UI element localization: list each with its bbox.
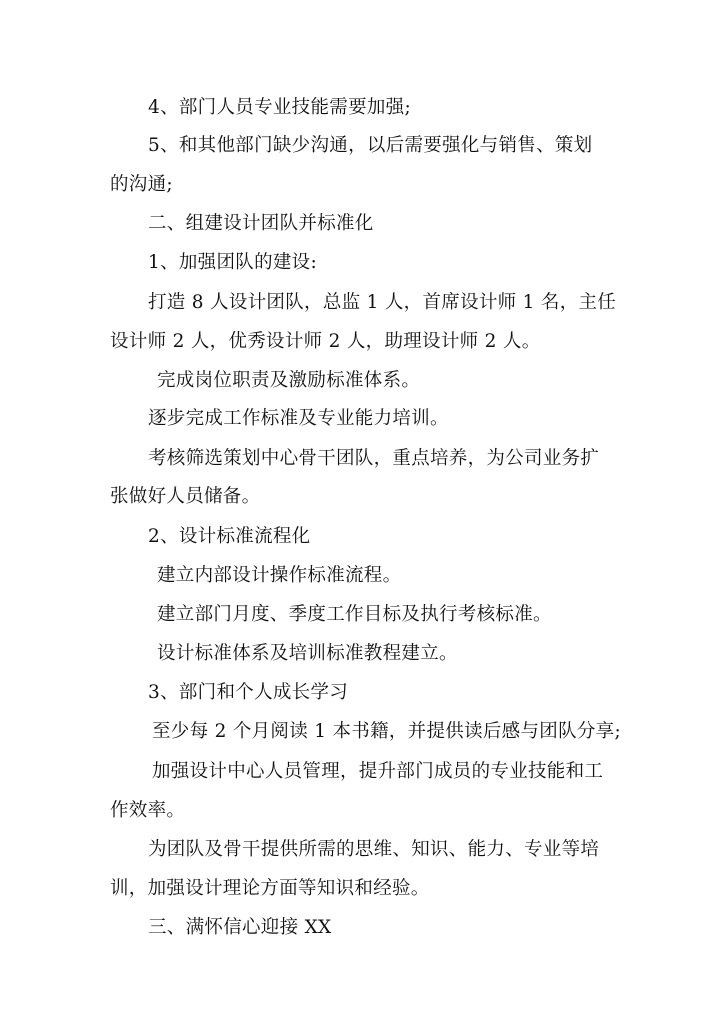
- training-provision-paragraph: 为团队及骨干提供所需的思维、知识、能力、专业等培: [148, 839, 600, 860]
- subsection-1-heading: 1、加强团队的建设:: [148, 252, 318, 273]
- subsection-2-heading: 2、设计标准流程化: [148, 526, 311, 547]
- core-team-paragraph: 考核筛选策划中心骨干团队，重点培养，为公司业务扩: [148, 448, 600, 469]
- item-4-skills: 4、部门人员专业技能需要加强;: [148, 97, 412, 118]
- core-team-continuation: 张做好人员储备。: [110, 486, 261, 507]
- internal-process-line: 建立内部设计操作标准流程。: [157, 565, 402, 586]
- section-3-heading: 三、满怀信心迎接 XX: [148, 917, 332, 938]
- job-duties-line: 完成岗位职责及激励标准体系。: [157, 370, 421, 391]
- management-continuation: 作效率。: [110, 800, 186, 821]
- training-line: 逐步完成工作标准及专业能力培训。: [148, 408, 449, 429]
- subsection-3-heading: 3、部门和个人成长学习: [148, 682, 349, 703]
- management-paragraph: 加强设计中心人员管理，提升部门成员的专业技能和工: [152, 761, 604, 782]
- training-provision-continuation: 训，加强设计理论方面等知识和经验。: [110, 878, 430, 899]
- team-build-paragraph: 打造 8 人设计团队，总监 1 人，首席设计师 1 名，主任: [148, 292, 617, 313]
- reading-line: 至少每 2 个月阅读 1 本书籍，并提供读后感与团队分享;: [152, 721, 621, 742]
- item-5-continuation: 的沟通;: [110, 174, 173, 195]
- section-2-heading: 二、组建设计团队并标准化: [148, 213, 374, 234]
- team-build-continuation: 设计师 2 人，优秀设计师 2 人，助理设计师 2 人。: [110, 331, 541, 352]
- monthly-goals-line: 建立部门月度、季度工作目标及执行考核标准。: [157, 604, 552, 625]
- standards-system-line: 设计标准体系及培训标准教程建立。: [157, 643, 458, 664]
- item-5-communication: 5、和其他部门缺少沟通，以后需要强化与销售、策划: [148, 135, 593, 156]
